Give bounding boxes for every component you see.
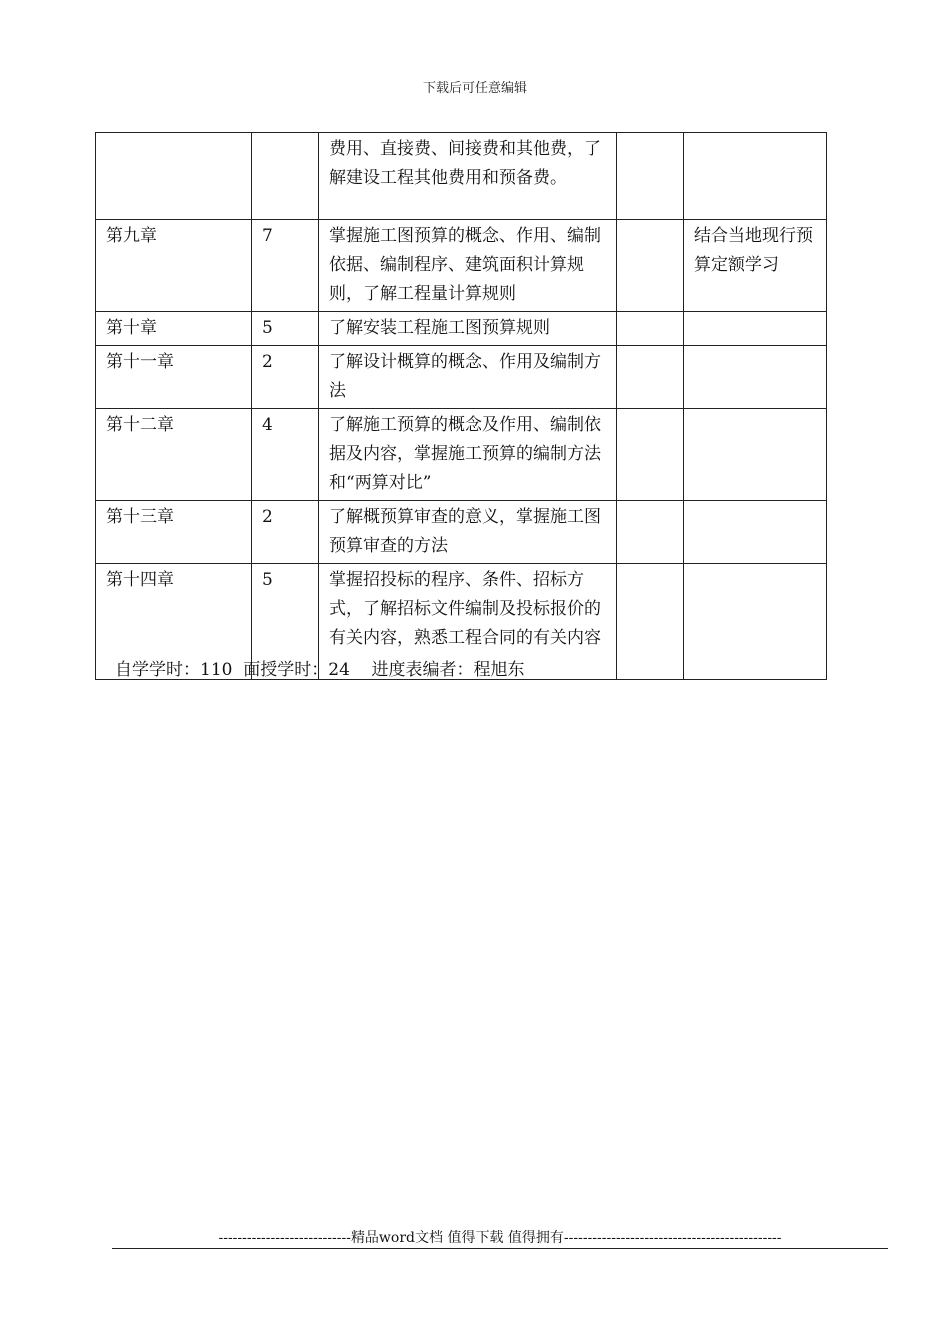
footer-text: ----------------------------精品word文档 值得下载 值得拥有---------------------------------------------- — [218, 1230, 782, 1246]
table-row — [96, 312, 827, 346]
table-row — [96, 133, 827, 220]
page-header-note: 下载后可任意编辑 — [422, 81, 527, 96]
remark-cell — [684, 133, 827, 220]
blank-cell — [617, 564, 684, 680]
hours-cell: 5 — [252, 564, 319, 680]
footer-divider — [112, 1248, 888, 1249]
blank-cell — [617, 409, 684, 501]
table-row — [96, 501, 827, 564]
chapter-cell: 第十章 — [96, 312, 252, 346]
hours-cell — [252, 133, 319, 220]
remark-cell — [684, 501, 827, 564]
remark-cell — [684, 312, 827, 346]
blank-cell — [617, 133, 684, 220]
blank-cell — [617, 312, 684, 346]
hours-cell: 4 — [252, 409, 319, 501]
content-cell: 了解概预算审查的意义，掌握施工图预算审查的方法 — [319, 501, 617, 564]
hours-cell: 7 — [252, 220, 319, 312]
study-hours-summary: 自学学时：110 面授学时：24 进度表编者：程旭东 — [115, 660, 525, 680]
blank-cell — [617, 501, 684, 564]
chapter-cell: 第九章 — [96, 220, 252, 312]
chapter-cell: 第十四章 — [96, 564, 252, 680]
hours-cell: 2 — [252, 346, 319, 409]
hours-cell: 5 — [252, 312, 319, 346]
remark-cell: 结合当地现行预算定额学习 — [684, 220, 827, 312]
chapter-cell — [96, 133, 252, 220]
content-cell: 费用、直接费、间接费和其他费，了解建设工程其他费用和预备费。 — [319, 133, 617, 220]
chapter-cell: 第十三章 — [96, 501, 252, 564]
schedule-table — [95, 132, 827, 680]
content-cell: 掌握施工图预算的概念、作用、编制依据、编制程序、建筑面积计算规则，了解工程量计算规则 — [319, 220, 617, 312]
chapter-cell: 第十二章 — [96, 409, 252, 501]
chapter-cell: 第十一章 — [96, 346, 252, 409]
remark-cell — [684, 409, 827, 501]
remark-cell — [684, 346, 827, 409]
blank-cell — [617, 220, 684, 312]
content-cell: 掌握招投标的程序、条件、招标方式，了解招标文件编制及投标报价的有关内容，熟悉工程合同的有关内容 — [319, 564, 617, 680]
content-cell: 了解设计概算的概念、作用及编制方法 — [319, 346, 617, 409]
content-cell: 了解安装工程施工图预算规则 — [319, 312, 617, 346]
hours-cell: 2 — [252, 501, 319, 564]
content-cell: 了解施工预算的概念及作用、编制依据及内容，掌握施工预算的编制方法和“两算对比” — [319, 409, 617, 501]
table-row — [96, 220, 827, 312]
table-row — [96, 346, 827, 409]
table-row — [96, 409, 827, 501]
blank-cell — [617, 346, 684, 409]
remark-cell — [684, 564, 827, 680]
